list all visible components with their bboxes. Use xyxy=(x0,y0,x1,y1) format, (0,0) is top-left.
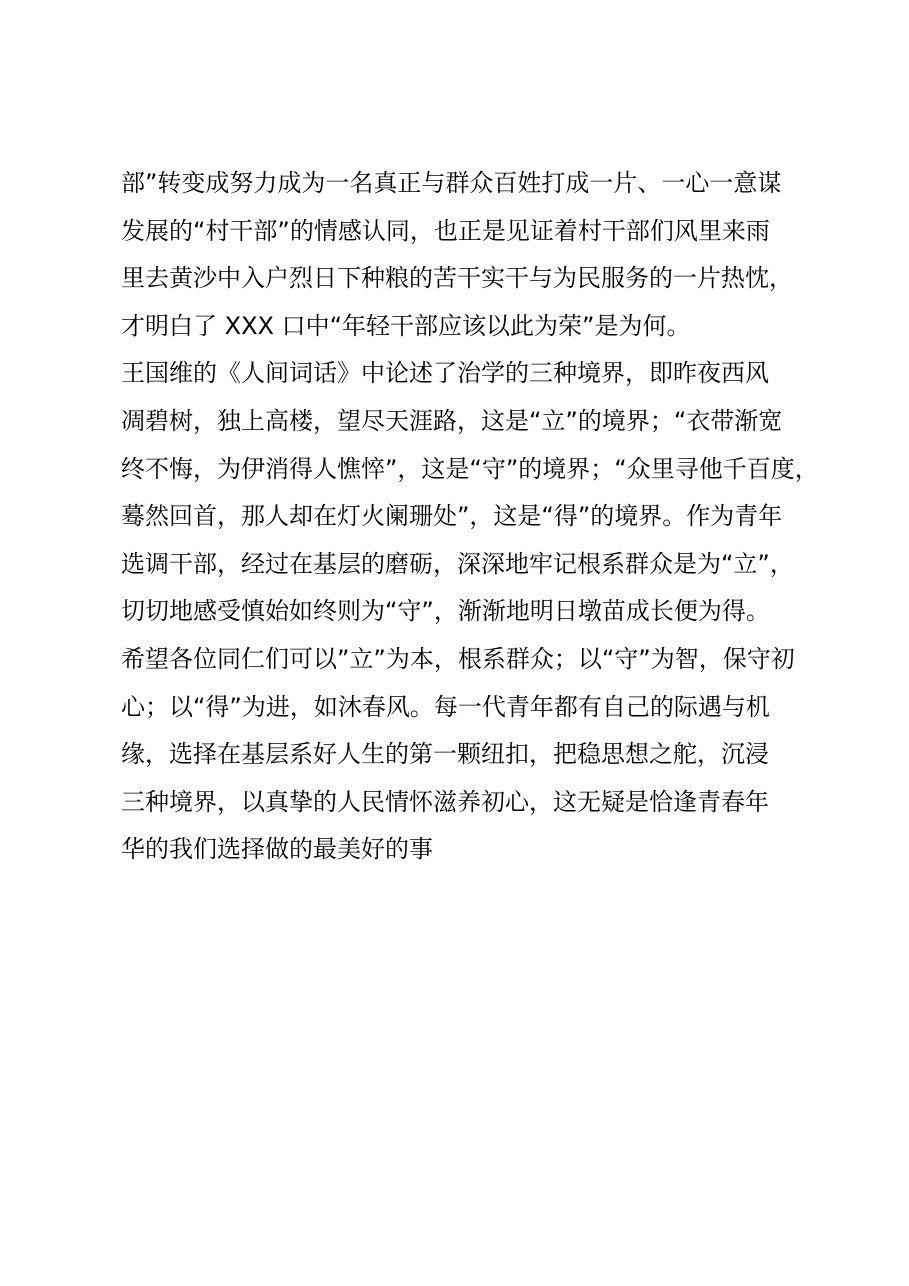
text-line: 切切地感受慎始如终则为“守”，渐渐地明日墩苗成长便为得。 xyxy=(121,597,770,626)
body-text xyxy=(121,160,821,874)
text-line: 发展的“村干部”的情感认同，也正是见证着村干部们风里来雨 xyxy=(121,216,770,245)
text-line: 缘，选择在基层系好人生的第一颗纽扣，把稳思想之舵，沉浸 xyxy=(121,740,769,769)
text-line: 凋碧树，独上高楼，望尽天涯路，这是“立”的境界；“衣带渐宽 xyxy=(121,406,783,435)
text-line: 里去黄沙中入户烈日下种粮的苦干实干与为民服务的一片热忱， xyxy=(121,264,793,293)
text-line: 王国维的《人间词话》中论述了治学的三种境界，即昨夜西风 xyxy=(121,359,769,388)
text-line: 希望各位同仁们可以”立”为本，根系群众；以“守”为智，保守初 xyxy=(121,644,795,673)
text-line: 才明白了 XXX 口中“年轻干部应该以此为荣”是为何。 xyxy=(121,311,691,340)
text-line: 心；以“得”为进，如沐春风。每一代青年都有自己的际遇与机 xyxy=(121,692,770,721)
text-line: 三种境界，以真挚的人民情怀滋养初心，这无疑是恰逢青春年 xyxy=(121,787,769,816)
text-line: 终不悔，为伊消得人憔悴”，这是“守”的境界；“众里寻他千百度， xyxy=(121,454,819,483)
text-line: 华的我们选择做的最美好的事 xyxy=(121,835,433,864)
text-line: 蓦然回首，那人却在灯火阑珊处”，这是“得”的境界。作为青年 xyxy=(121,502,783,531)
text-line: 选调干部，经过在基层的磨砺，深深地牢记根系群众是为“立”， xyxy=(121,549,794,578)
text-line: 部”转变成努力成为一名真正与群众百姓打成一片、一心一意谋 xyxy=(121,169,782,197)
